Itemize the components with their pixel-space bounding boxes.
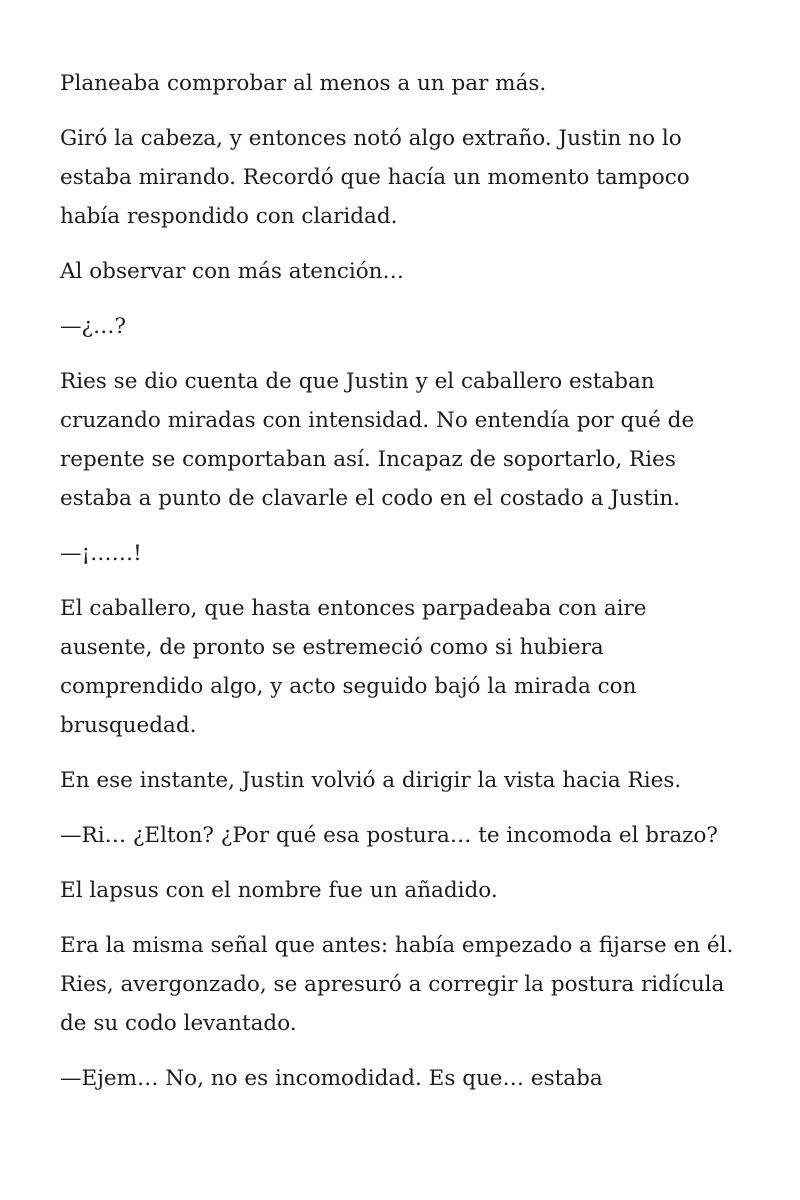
paragraph: Giró la cabeza, y entonces notó algo extraño. Justin no lo estaba mirando. Recordó que hacía un momento tampoco había respondido con claridad. — [60, 126, 690, 229]
paragraph: El caballero, que hasta entonces parpadeaba con aire ausente, de pronto se estremeció como si hubiera comprendido algo, y acto seguido bajó la mirada con brusquedad. — [60, 596, 647, 738]
paragraph: En ese instante, Justin volvió a dirigir la vista hacia Ries. — [60, 768, 682, 793]
paragraph: Era la misma señal que antes: había empezado a fijarse en él. Ries, avergonzado, se apresuró a corregir la postura ridícula de su codo levantado. — [60, 933, 734, 1036]
dialogue-line: —¡……! — [60, 541, 142, 566]
paragraph: Planeaba comprobar al menos a un par más. — [60, 71, 547, 96]
dialogue-line: —Ejem… No, no es incomodidad. Es que… estaba — [60, 1066, 603, 1091]
paragraph: Ries se dio cuenta de que Justin y el caballero estaban cruzando miradas con intensidad. No entendía por qué de repente se comportaban así. Incapaz de soportarlo, Ries estaba a punto de clavarle el codo en el costado a Justin. — [60, 369, 695, 511]
dialogue-line: —¿…? — [60, 314, 127, 339]
paragraph: Al observar con más atención… — [60, 259, 405, 284]
dialogue-line: —Ri… ¿Elton? ¿Por qué esa postura… te incomoda el brazo? — [60, 823, 718, 848]
paragraph: El lapsus con el nombre fue un añadido. — [60, 878, 498, 903]
